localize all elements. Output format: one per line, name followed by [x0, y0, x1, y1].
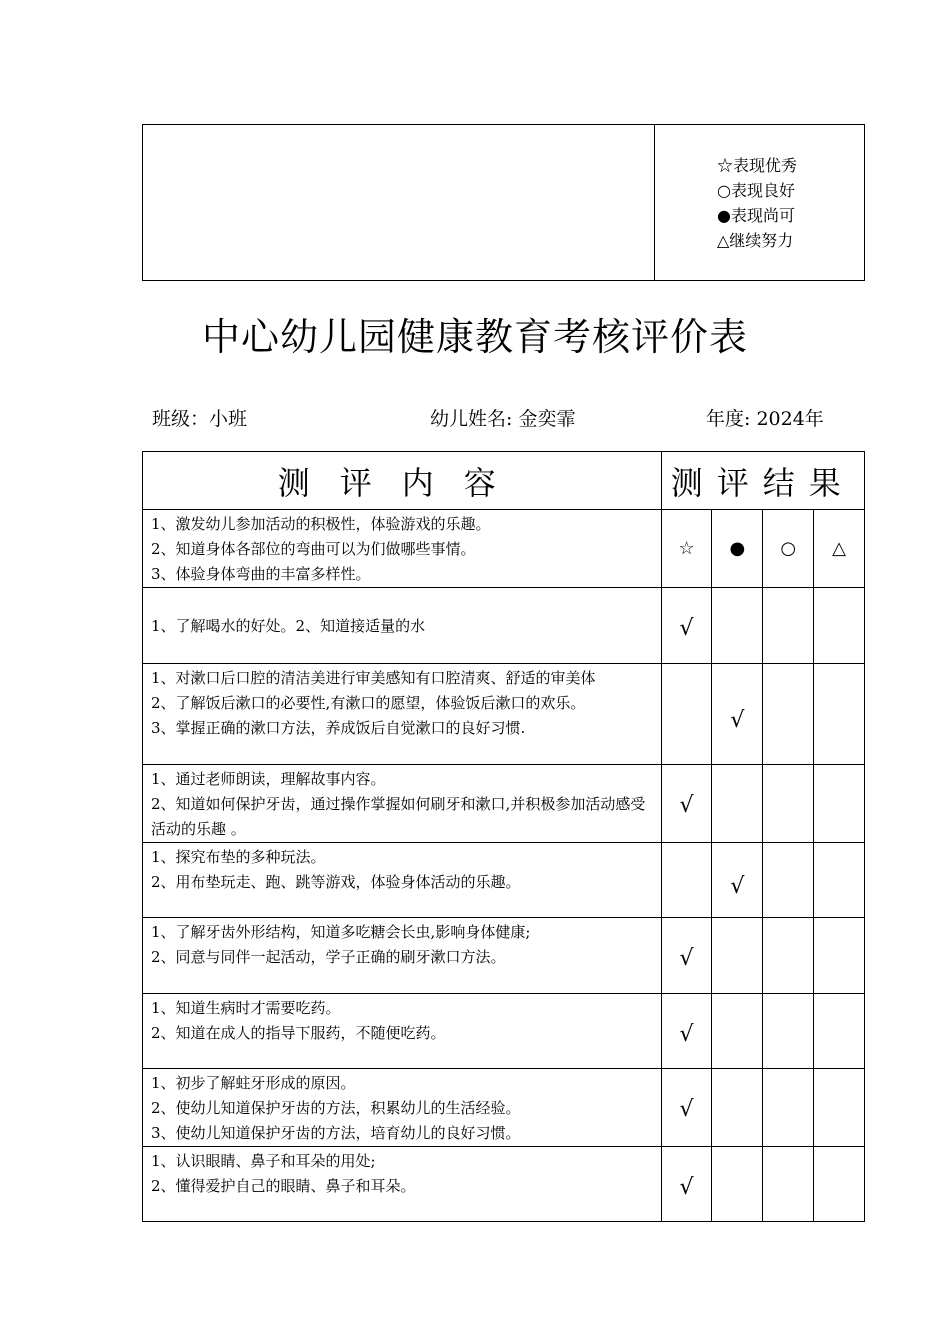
mark-cell: [814, 588, 865, 664]
legend-fair: ●表现尚可: [717, 206, 795, 225]
content-line: 1、认识眼睛、鼻子和耳朵的用处;: [151, 1152, 376, 1170]
mark-cell: [763, 1147, 814, 1222]
row-content: [143, 664, 662, 765]
content-line: 3、使幼儿知道保护牙齿的方法，培育幼儿的良好习惯。: [151, 1124, 521, 1142]
content-line: 1、对漱口后口腔的清洁美进行审美感知有口腔清爽、舒适的审美体: [151, 669, 596, 687]
content-line: 1、初步了解蛀牙形成的原因。: [151, 1074, 356, 1092]
mark-cell: [763, 588, 814, 664]
table-row: [143, 1069, 865, 1147]
mark-cell: [661, 1147, 712, 1222]
check-mark: √: [679, 946, 694, 971]
mark-cell: [712, 1069, 763, 1147]
content-line: 1、了解喝水的好处。2、知道接适量的水: [151, 617, 426, 635]
content-line: 1、知道生病时才需要吃药。: [151, 999, 341, 1017]
year-field: 年度: 2024年: [706, 408, 824, 430]
table-row: [143, 918, 865, 994]
symbol-triangle: △: [814, 510, 865, 588]
content-line: 3、掌握正确的漱口方法，养成饭后自觉漱口的良好习惯.: [151, 719, 526, 737]
legend-box: [142, 124, 865, 281]
content-line: 2、用布垫玩走、跑、跳等游戏，体验身体活动的乐趣。: [151, 873, 521, 891]
mark-cell: [814, 765, 865, 843]
header-content: 测评内容: [143, 452, 662, 510]
legend-excellent: ☆表现优秀: [717, 156, 798, 175]
mark-cell: [763, 843, 814, 918]
legend-good: ○表现良好: [717, 181, 795, 200]
mark-cell: [712, 664, 763, 765]
evaluation-table: [142, 451, 865, 1222]
check-mark: √: [730, 708, 745, 733]
child-name-field: 幼儿姓名: 金奕霏: [430, 408, 576, 430]
mark-cell: [712, 843, 763, 918]
mark-cell: [712, 765, 763, 843]
row-content: [143, 765, 662, 843]
mark-cell: [763, 1069, 814, 1147]
content-line: 2、懂得爱护自己的眼睛、鼻子和耳朵。: [151, 1177, 416, 1195]
mark-cell: [661, 765, 712, 843]
mark-cell: [814, 1069, 865, 1147]
check-mark: √: [679, 1022, 694, 1047]
content-line: 2、使幼儿知道保护牙齿的方法，积累幼儿的生活经验。: [151, 1099, 521, 1117]
row-content: [143, 1069, 662, 1147]
content-line: 1、了解牙齿外形结构，知道多吃糖会长虫,影响身体健康;: [151, 923, 531, 941]
legend-list: [717, 153, 797, 253]
table-row: [143, 510, 865, 588]
content-line: 1、探究布垫的多种玩法。: [151, 848, 326, 866]
table-row: [143, 765, 865, 843]
content-line: 2、知道如何保护牙齿，通过操作掌握如何刷牙和漱口,并积极参加活动感受活动的乐趣 。: [151, 795, 646, 838]
content-line: 1、激发幼儿参加活动的积极性，体验游戏的乐趣。: [151, 515, 491, 533]
mark-cell: [661, 918, 712, 994]
mark-cell: [712, 994, 763, 1069]
content-line: 1、通过老师朗读，理解故事内容。: [151, 770, 386, 788]
mark-cell: [763, 765, 814, 843]
content-line: 2、知道在成人的指导下服药，不随便吃药。: [151, 1024, 446, 1042]
check-mark: √: [730, 874, 745, 899]
content-line: 3、体验身体弯曲的丰富多样性。: [151, 565, 371, 583]
legend-divider: [654, 125, 655, 280]
legend-keep-trying: △继续努力: [717, 231, 794, 250]
symbol-star: ☆: [661, 510, 712, 588]
content-line: 2、知道身体各部位的弯曲可以为们做哪些事情。: [151, 540, 476, 558]
mark-cell: [763, 994, 814, 1069]
mark-cell: [661, 994, 712, 1069]
mark-cell: [814, 994, 865, 1069]
mark-cell: [661, 588, 712, 664]
check-mark: √: [679, 1097, 694, 1122]
mark-cell: [763, 918, 814, 994]
class-field: 班级：小班: [152, 408, 248, 430]
mark-cell: [712, 588, 763, 664]
content-line: 2、了解饭后漱口的必要性,有漱口的愿望，体验饭后漱口的欢乐。: [151, 694, 586, 712]
row-content: [143, 994, 662, 1069]
table-header-row: [143, 452, 865, 510]
mark-cell: [814, 1147, 865, 1222]
table-row: [143, 1147, 865, 1222]
mark-cell: [814, 843, 865, 918]
page-title: 中心幼儿园健康教育考核评价表: [201, 315, 748, 359]
mark-cell: [712, 1147, 763, 1222]
row-content: [143, 588, 662, 664]
row-content: [143, 510, 662, 588]
symbol-filled-circle: ●: [712, 510, 763, 588]
symbol-circle: ○: [763, 510, 814, 588]
mark-cell: [661, 1069, 712, 1147]
mark-cell: [712, 918, 763, 994]
table-row: [143, 994, 865, 1069]
mark-cell: [814, 918, 865, 994]
check-mark: √: [679, 616, 694, 641]
mark-cell: [814, 664, 865, 765]
check-mark: √: [679, 793, 694, 818]
header-result: 测评结果: [661, 452, 864, 510]
mark-cell: [661, 664, 712, 765]
row-content: [143, 918, 662, 994]
row-content: [143, 1147, 662, 1222]
check-mark: √: [679, 1175, 694, 1200]
table-row: [143, 588, 865, 664]
content-line: 2、同意与同伴一起活动，学子正确的刷牙漱口方法。: [151, 948, 506, 966]
table-row: [143, 664, 865, 765]
row-content: [143, 843, 662, 918]
mark-cell: [763, 664, 814, 765]
mark-cell: [661, 843, 712, 918]
table-row: [143, 843, 865, 918]
